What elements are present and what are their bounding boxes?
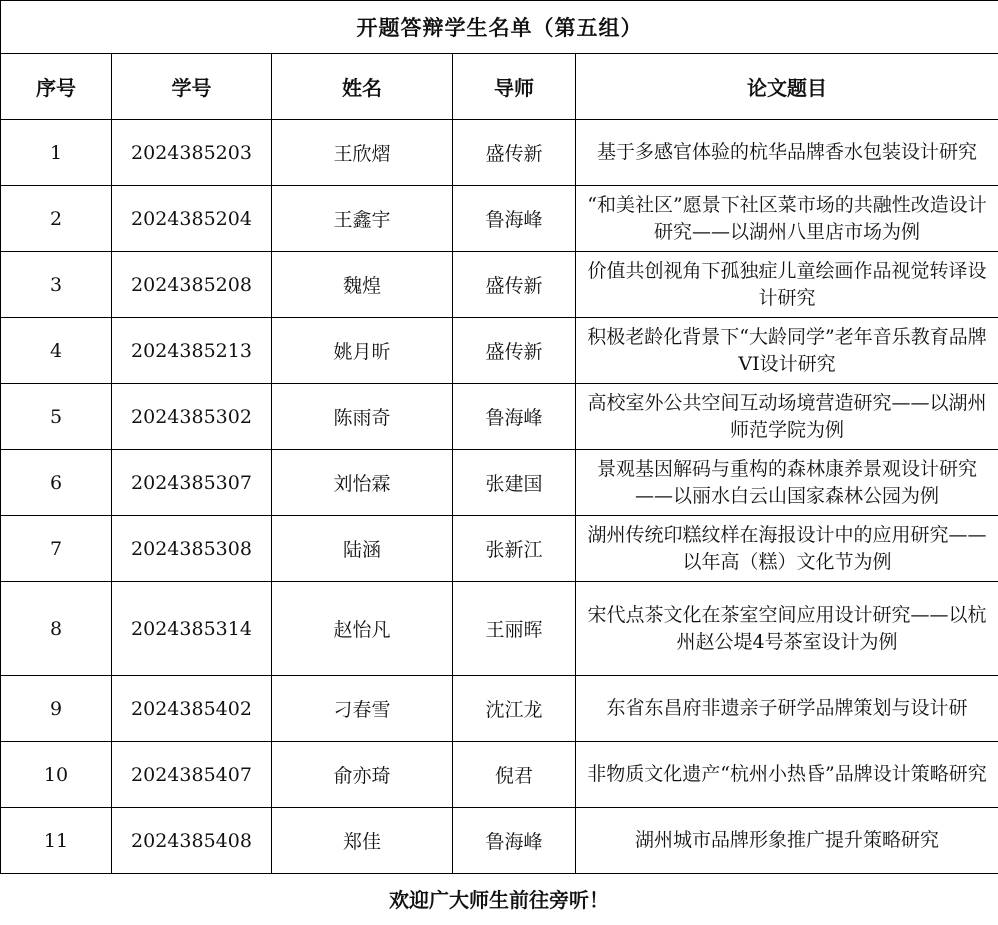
table-row — [1, 186, 998, 252]
cell-index: 1 — [1, 120, 112, 186]
cell-index: 2 — [1, 186, 112, 252]
cell-index: 10 — [1, 742, 112, 808]
cell-name: 赵怡凡 — [272, 582, 453, 676]
header-name: 姓名 — [272, 54, 453, 120]
cell-student-id: 2024385307 — [112, 450, 272, 516]
cell-index: 9 — [1, 676, 112, 742]
cell-advisor: 张新江 — [453, 516, 576, 582]
cell-index: 8 — [1, 582, 112, 676]
cell-thesis: 价值共创视角下孤独症儿童绘画作品视觉转译设计研究 — [576, 252, 998, 318]
cell-name: 王欣熠 — [272, 120, 453, 186]
cell-student-id: 2024385314 — [112, 582, 272, 676]
header-advisor: 导师 — [453, 54, 576, 120]
cell-advisor: 倪君 — [453, 742, 576, 808]
cell-student-id: 2024385213 — [112, 318, 272, 384]
cell-name: 陈雨奇 — [272, 384, 453, 450]
table-row — [1, 742, 998, 808]
header-student-id: 学号 — [112, 54, 272, 120]
cell-advisor: 王丽晖 — [453, 582, 576, 676]
header-row — [1, 54, 998, 120]
cell-name: 姚月昕 — [272, 318, 453, 384]
cell-name: 刘怡霖 — [272, 450, 453, 516]
cell-advisor: 盛传新 — [453, 318, 576, 384]
cell-student-id: 2024385408 — [112, 808, 272, 874]
cell-index: 6 — [1, 450, 112, 516]
cell-thesis: 东省东昌府非遗亲子研学品牌策划与设计研 — [576, 676, 998, 742]
cell-thesis: 湖州城市品牌形象推广提升策略研究 — [576, 808, 998, 874]
cell-advisor: 鲁海峰 — [453, 808, 576, 874]
cell-index: 3 — [1, 252, 112, 318]
table-row — [1, 384, 998, 450]
header-thesis: 论文题目 — [576, 54, 998, 120]
cell-student-id: 2024385203 — [112, 120, 272, 186]
cell-student-id: 2024385302 — [112, 384, 272, 450]
table-row — [1, 516, 998, 582]
cell-name: 郑佳 — [272, 808, 453, 874]
header-index: 序号 — [1, 54, 112, 120]
cell-thesis: 宋代点茶文化在茶室空间应用设计研究——以杭州赵公堤4号茶室设计为例 — [576, 582, 998, 676]
cell-name: 魏煌 — [272, 252, 453, 318]
cell-advisor: 鲁海峰 — [453, 186, 576, 252]
cell-index: 7 — [1, 516, 112, 582]
cell-thesis: 积极老龄化背景下“大龄同学”老年音乐教育品牌VI设计研究 — [576, 318, 998, 384]
cell-advisor: 盛传新 — [453, 120, 576, 186]
cell-advisor: 鲁海峰 — [453, 384, 576, 450]
table-row — [1, 808, 998, 874]
cell-index: 5 — [1, 384, 112, 450]
cell-name: 陆涵 — [272, 516, 453, 582]
table-row — [1, 676, 998, 742]
cell-thesis: 高校室外公共空间互动场境营造研究——以湖州师范学院为例 — [576, 384, 998, 450]
cell-student-id: 2024385402 — [112, 676, 272, 742]
cell-thesis: 非物质文化遗产“杭州小热昏”品牌设计策略研究 — [576, 742, 998, 808]
cell-name: 王鑫宇 — [272, 186, 453, 252]
cell-thesis: 景观基因解码与重构的森林康养景观设计研究——以丽水白云山国家森林公园为例 — [576, 450, 998, 516]
cell-advisor: 张建国 — [453, 450, 576, 516]
cell-student-id: 2024385308 — [112, 516, 272, 582]
table-row — [1, 120, 998, 186]
cell-advisor: 沈江龙 — [453, 676, 576, 742]
table-row — [1, 582, 998, 676]
cell-name: 刁春雪 — [272, 676, 453, 742]
cell-thesis: 湖州传统印糕纹样在海报设计中的应用研究——以年高（糕）文化节为例 — [576, 516, 998, 582]
table-row — [1, 450, 998, 516]
cell-thesis: 基于多感官体验的杭华品牌香水包装设计研究 — [576, 120, 998, 186]
cell-index: 11 — [1, 808, 112, 874]
table-row — [1, 318, 998, 384]
table-title: 开题答辩学生名单（第五组） — [1, 1, 998, 54]
cell-advisor: 盛传新 — [453, 252, 576, 318]
table-row — [1, 252, 998, 318]
cell-thesis: “和美社区”愿景下社区菜市场的共融性改造设计研究——以湖州八里店市场为例 — [576, 186, 998, 252]
cell-student-id: 2024385407 — [112, 742, 272, 808]
footer-invitation: 欢迎广大师生前往旁听！ — [389, 888, 609, 912]
cell-index: 4 — [1, 318, 112, 384]
cell-student-id: 2024385208 — [112, 252, 272, 318]
cell-student-id: 2024385204 — [112, 186, 272, 252]
cell-name: 俞亦琦 — [272, 742, 453, 808]
